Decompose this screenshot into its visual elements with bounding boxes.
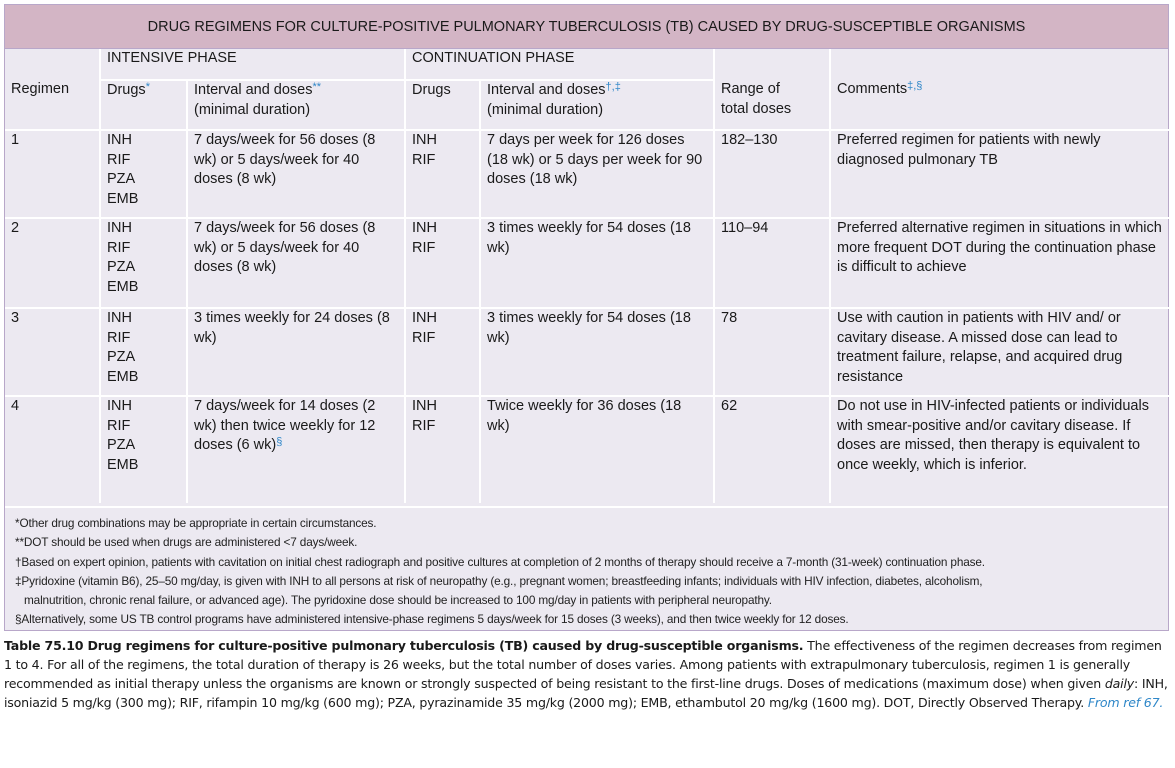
regimen-number: 3 (5, 308, 100, 396)
table-row (5, 130, 1170, 218)
header-text: total doses (721, 100, 792, 117)
footnote: malnutrition, chronic renal failure, or advanced age). The pyridoxine dose should be increased to 100 mg/day in patients with peripheral neuropathy. (24, 593, 772, 608)
dose-range: 110–94 (714, 218, 830, 308)
source-link[interactable]: From ref 67. (1087, 695, 1164, 710)
comments: Preferred alternative regimen in situations in which more frequent DOT during the continuation phase is difficult to achieve (830, 218, 1170, 308)
footnote: †Based on expert opinion, patients with cavitation on initial chest radiograph and positive cultures at completion of 2 months of therapy should receive a 7-month (31-week) continuation phase. (15, 554, 985, 569)
intensive-phase-header: INTENSIVE PHASE (100, 49, 405, 80)
col-header-drugs (100, 80, 187, 130)
phase-spacer (830, 49, 1170, 80)
dose-range: 78 (714, 308, 830, 396)
drug-item: RIF (412, 239, 436, 256)
drug-item: INH (107, 310, 132, 326)
drug-item: PZA (107, 437, 136, 453)
footnote-mark: †,‡ (605, 81, 621, 93)
cont-drug-list (405, 396, 480, 503)
column-header-row (5, 80, 1170, 130)
footnote: §Alternatively, some US TB control programs have administered intensive-phase regimens 5 days/week for 15 doses (3 weeks), and then twice weekly for 12 doses. (15, 612, 849, 627)
phase-spacer (714, 49, 830, 80)
regimen-number: 2 (5, 218, 100, 308)
drug-item: EMB (107, 368, 139, 385)
footnote: **DOT should be used when drugs are administered <7 days/week. (15, 535, 358, 550)
regimen-number: 1 (5, 130, 100, 218)
regimen-grid (5, 49, 1170, 503)
header-text: Interval and doses (194, 82, 313, 98)
header-text: (minimal duration) (487, 101, 604, 118)
drug-item: RIF (412, 417, 436, 434)
drug-item: INH (412, 132, 437, 148)
header-text: Drugs (412, 82, 451, 98)
footnote-mark: ** (312, 81, 322, 93)
header-text: Drugs (107, 82, 146, 98)
caption-text: : INH, isoniazid 5 mg/kg (300 mg); RIF, rifampin 10 mg/kg (600 mg); PZA, pyrazinamide 35 mg/kg (2000 mg); EMB, ethambutol 20 mg/kg (1600 mg). DOT, Directly Observed Therapy. (4, 676, 1168, 710)
col-header-range (714, 80, 830, 130)
drug-item: EMB (107, 278, 139, 295)
drug-item: EMB (107, 190, 139, 207)
drug-item: RIF (412, 329, 436, 346)
intensive-interval (187, 130, 405, 218)
table-caption (4, 636, 1172, 712)
cell-text: 7 days/week for 56 doses (8 wk) or 5 days/week for 40 doses (8 wk) (194, 132, 376, 187)
col-header-comments (830, 80, 1170, 130)
drug-list (100, 130, 187, 218)
header-text: Regimen (11, 81, 70, 97)
col-header-regimen (5, 80, 100, 130)
drug-item: INH (412, 220, 437, 236)
drug-list (100, 396, 187, 503)
cont-drug-list (405, 308, 480, 396)
drug-item: RIF (107, 151, 131, 168)
cont-drug-list (405, 218, 480, 308)
drug-item: RIF (107, 329, 131, 346)
intensive-interval (187, 308, 405, 396)
table-row (5, 218, 1170, 308)
drug-item: PZA (107, 259, 136, 275)
intensive-interval (187, 218, 405, 308)
header-text: Interval and doses (487, 82, 606, 98)
dose-range: 182–130 (714, 130, 830, 218)
drug-list (100, 308, 187, 396)
drug-item: INH (107, 220, 132, 236)
cell-text: 7 days/week for 56 doses (8 wk) or 5 days/week for 40 doses (8 wk) (194, 220, 376, 275)
drug-item: PZA (107, 349, 136, 365)
regimen-number: 4 (5, 396, 100, 503)
cell-text: 3 times weekly for 24 doses (8 wk) (194, 310, 390, 346)
cell-text: 7 days/week for 14 doses (2 wk) then twice weekly for 12 doses (6 wk) (194, 398, 376, 453)
comments: Use with caution in patients with HIV and/ or cavitary disease. A missed dose can lead to treatment failure, relapse, and acquired drug resistance (830, 308, 1170, 396)
table-row (5, 396, 1170, 503)
continuation-interval: 3 times weekly for 54 doses (18 wk) (480, 218, 714, 308)
intensive-interval (187, 396, 405, 503)
footnote-mark: ‡,§ (907, 80, 923, 92)
col-header-cont-interval (480, 80, 714, 130)
drug-list (100, 218, 187, 308)
drug-item: INH (412, 398, 437, 414)
continuation-interval: 7 days per week for 126 doses (18 wk) or 5 days per week for 90 doses (18 wk) (480, 130, 714, 218)
table-row (5, 308, 1170, 396)
caption-emphasis: daily (1104, 676, 1135, 691)
drug-item: INH (107, 398, 132, 414)
phase-header-row (5, 49, 1170, 80)
header-text: (minimal duration) (194, 101, 311, 118)
footnote-mark: * (145, 81, 150, 93)
drug-item: RIF (107, 417, 131, 434)
comments: Preferred regimen for patients with newly diagnosed pulmonary TB (830, 130, 1170, 218)
drug-item: INH (107, 132, 132, 148)
table-title: DRUG REGIMENS FOR CULTURE-POSITIVE PULMONARY TUBERCULOSIS (TB) CAUSED BY DRUG-SUSCEPTIBLE ORGANISMS (5, 5, 1168, 49)
drug-item: RIF (107, 239, 131, 256)
header-text: Comments (837, 81, 908, 97)
cont-drug-list (405, 130, 480, 218)
footnote: *Other drug combinations may be appropriate in certain circumstances. (15, 516, 377, 530)
footnote-mark: § (276, 436, 283, 448)
dose-range: 62 (714, 396, 830, 503)
phase-spacer (5, 49, 100, 80)
col-header-cont-drugs (405, 80, 480, 130)
continuation-interval: Twice weekly for 36 doses (18 wk) (480, 396, 714, 503)
caption-text: The effectiveness of the regimen decreases from regimen 1 to 4. For all of the regimens, the total duration of therapy is 26 weeks, but the total number of doses varies. Among patients with extrapulmonary tuberculosis, regimen 1 is generally recommended as initial therapy unless the organisms are known or strongly suspected of being resistant to the first-line drugs. Doses of medications (maximum dose) when given (4, 638, 1162, 691)
drug-item: RIF (412, 151, 436, 168)
col-header-intensive-interval (187, 80, 405, 130)
regimen-table (4, 4, 1169, 631)
drug-item: INH (412, 310, 437, 326)
comments: Do not use in HIV-infected patients or individuals with smear-positive and/or cavitary disease. If doses are missed, then therapy is equivalent to once weekly, which is inferior. (830, 396, 1170, 503)
drug-item: PZA (107, 171, 136, 187)
header-text: Range of (721, 81, 780, 97)
caption-label: Table 75.10 Drug regimens for culture-positive pulmonary tuberculosis (TB) caused by drug-susceptible organisms. (4, 638, 804, 653)
continuation-interval: 3 times weekly for 54 doses (18 wk) (480, 308, 714, 396)
footnote: ‡Pyridoxine (vitamin B6), 25–50 mg/day, is given with INH to all persons at risk of neuropathy (e.g., pregnant women; breastfeeding infants; individuals with HIV infection, diabetes, alcoholism, (15, 573, 983, 588)
footnotes (5, 506, 1168, 630)
continuation-phase-header: CONTINUATION PHASE (405, 49, 714, 80)
drug-item: EMB (107, 456, 139, 473)
